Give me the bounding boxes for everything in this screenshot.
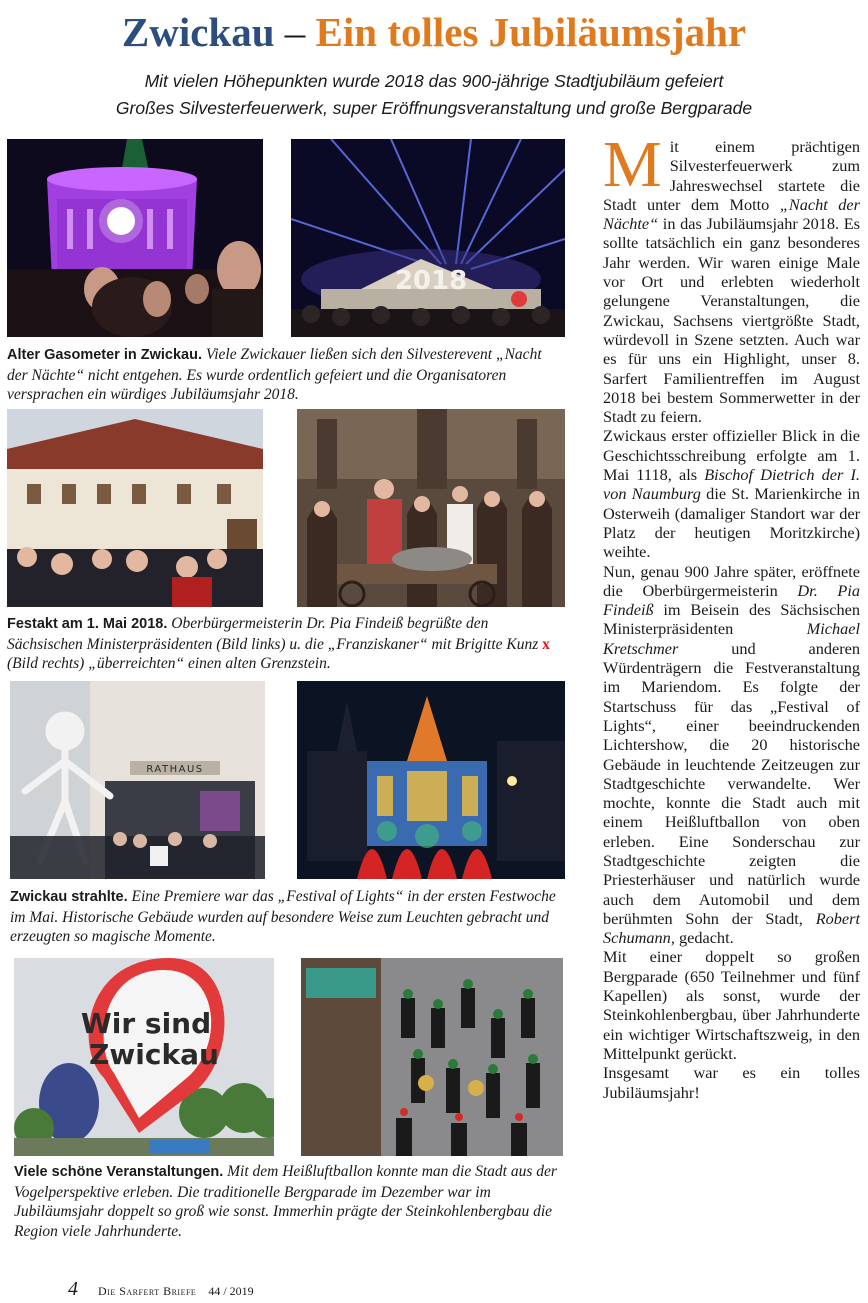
photo-bergparade [301,958,563,1156]
caption-events-text: Mit dem Heißluftballon konnte man die Stadt aus der Vogelperspektive erleben. Die traditionelle Bergparade im Dezember war im Jubiläumsjahr doppelt so groß wie sonst. Immerhin prägte der Steinkohlenbergbau die Region viele Jahrhunderte. [14,1163,557,1240]
magazine-name: Die Sarfert Briefe [98,1284,197,1298]
title-dash: – [284,9,306,55]
caption-events-title: Viele schöne Veranstaltungen. [14,1164,224,1180]
subtitle-line-2: Großes Silvesterfeuerwerk, super Eröffnungsveranstaltung und große Bergparade [115,98,753,118]
subtitle [0,68,868,122]
photo-fireworks-2018 [291,139,565,337]
caption-festakt-title: Festakt am 1. Mai 2018. [7,616,168,632]
article-text: Zwickaus erster offizieller Blick in die Geschichtsschreibung erfolgte am 1. Mai 1118, als [603,426,860,485]
article-paragraph-3 [603,562,860,948]
caption-gasometer [7,345,565,405]
photo-hot-air-balloon [14,958,274,1156]
title-part-2: Ein tolles Jubiläumsjahr [315,9,747,55]
church-image [297,681,565,879]
balloon-image [14,958,274,1156]
subtitle-line-1: Mit vielen Höhepunkten wurde 2018 das 900-jährige Stadtjubiläum gefeiert [144,71,724,91]
balloon-text-2: Zwickau [89,1038,219,1071]
article-text: die St. Marienkirche in Osterweih (damaliger Standort war der Platz der heutigen Moritzkirche) weihte. [603,484,860,562]
caption-festakt-text-1: Oberbürgermeisterin Dr. Pia Findeiß begrüßte den Sächsischen Ministerpräsidenten (Bild links) u. die „Franziskaner“ mit Brigitte Kunz [7,615,543,653]
article-name-bischof: Bischof Dietrich der I. von Naumburg [603,465,861,504]
drop-cap: M [603,128,662,201]
caption-gasometer-title: Alter Gasometer in Zwickau. [7,347,203,363]
article-paragraph-5: Insgesamt war es ein tolles Jubiläumsjahr! [603,1063,860,1102]
article-text: Nun, genau 900 Jahre später, eröffnete die Oberbürgermeisterin [603,561,860,600]
article-paragraph-2 [603,426,860,561]
caption-lights-title: Zwickau strahlte. [10,889,128,905]
issue-number: 44 / 2019 [208,1284,254,1298]
marker-x: x [542,635,550,653]
caption-festakt-text-2: (Bild rechts) „überreichten“ einen alten Grenzstein. [7,655,331,672]
page-title [0,6,868,58]
gasometer-image [7,139,263,337]
photo-festakt-reception [7,409,263,607]
rathaus-image [10,681,265,879]
caption-gasometer-text: Viele Zwickauer ließen sich den Silvesterevent „Nacht der Nächte“ nicht entgehen. Es wurde ordentlich gefeiert und die Organisatoren versprachen ein würdiges Jubiläumsjahr 2018. [7,346,542,403]
title-part-1: Zwickau [121,9,275,55]
article-name-kretschmer: Michael Kretschmer [603,619,860,658]
page-number: 4 [68,1278,78,1300]
article-text: it einem prächtigen Silvesterfeuerwerk zum Jahreswechsel startete die Stadt unter dem Motto [603,137,860,214]
reception-image [7,409,263,607]
article-paragraph-4: Mit einer doppelt so großen Bergparade (650 Teilnehmer und fünf Kapellen) als sonst, wurde der Steinkohlenbergbau, über Jahrhunderte ein wichtiger Wirtschaftszweig, in den Mittelpunkt gerückt. [603,947,860,1063]
balloon-text-1: Wir sind [80,1007,212,1040]
franziskaner-image [297,409,565,607]
article-text: im Beisein des Sächsischen Ministerpräsidenten [603,600,860,639]
photo-rathaus-figure [10,681,265,879]
article-text: in das Jubiläumsjahr 2018. Es sollte tatsächlich ein ganz besonderes Jahr werden. Wir waren einige Male vor Ort und erlebten wiederholt gelungene Veranstaltungen, die Zwickau, Sachsens viertgrößte Stadt, würdevoll in Szene setzten. Auch war es für uns ein Highlight, unser 8. Sarfert Familientreffen im August 2018 bei bestem Sommerwetter in der Stadt zu feiern. [603,214,860,427]
caption-veranstaltungen [14,1162,565,1241]
article-name-findeiss: Dr. Pia Findeiß [603,580,860,620]
article-text: , gedacht. [670,928,734,948]
photo-franziskaner [297,409,565,607]
article-text: und anderen Würdenträgern die Festveranstaltung im Mariendom. Es folgte der Startschuss für das „Festival of Lights“, einer beeindruckenden Lichtershow, die 20 historische Gebäude in leuchtende Zeitzeugen zur Stadtgeschichte verwandelte. Wer mochte, konnte die Stadt auch mit einem Heißluftballon von oben erleben. Eine Sonderschau zur Stadtgeschichte zeigten die Priesterhäuser und natürlich wurde auch dem Automobil und dem berühmten Sohn der Stadt, [603,638,860,928]
photo-gasometer [7,139,263,337]
article-body [603,128,861,1102]
bergparade-image [301,958,563,1156]
caption-lights-text: Eine Premiere war das „Festival of Lights“ in der ersten Festwoche im Mai. Historische Gebäude wurden auf besondere Weise zum Leuchten gebracht und erzeugten so magische Momente. [10,888,556,945]
rathaus-sign-text: RATHAUS [146,764,204,775]
caption-festakt [7,614,565,674]
banner-2018-text: 2018 [394,266,468,296]
fireworks-image [291,139,565,337]
article-name-schumann: Robert Schumann [603,908,860,948]
page-footer [68,1278,254,1301]
caption-festival-of-lights [10,887,565,947]
photo-illuminated-church [297,681,565,879]
article-paragraph-1 [603,128,860,427]
article-motto: „Nacht der Nächte“ [603,194,860,234]
